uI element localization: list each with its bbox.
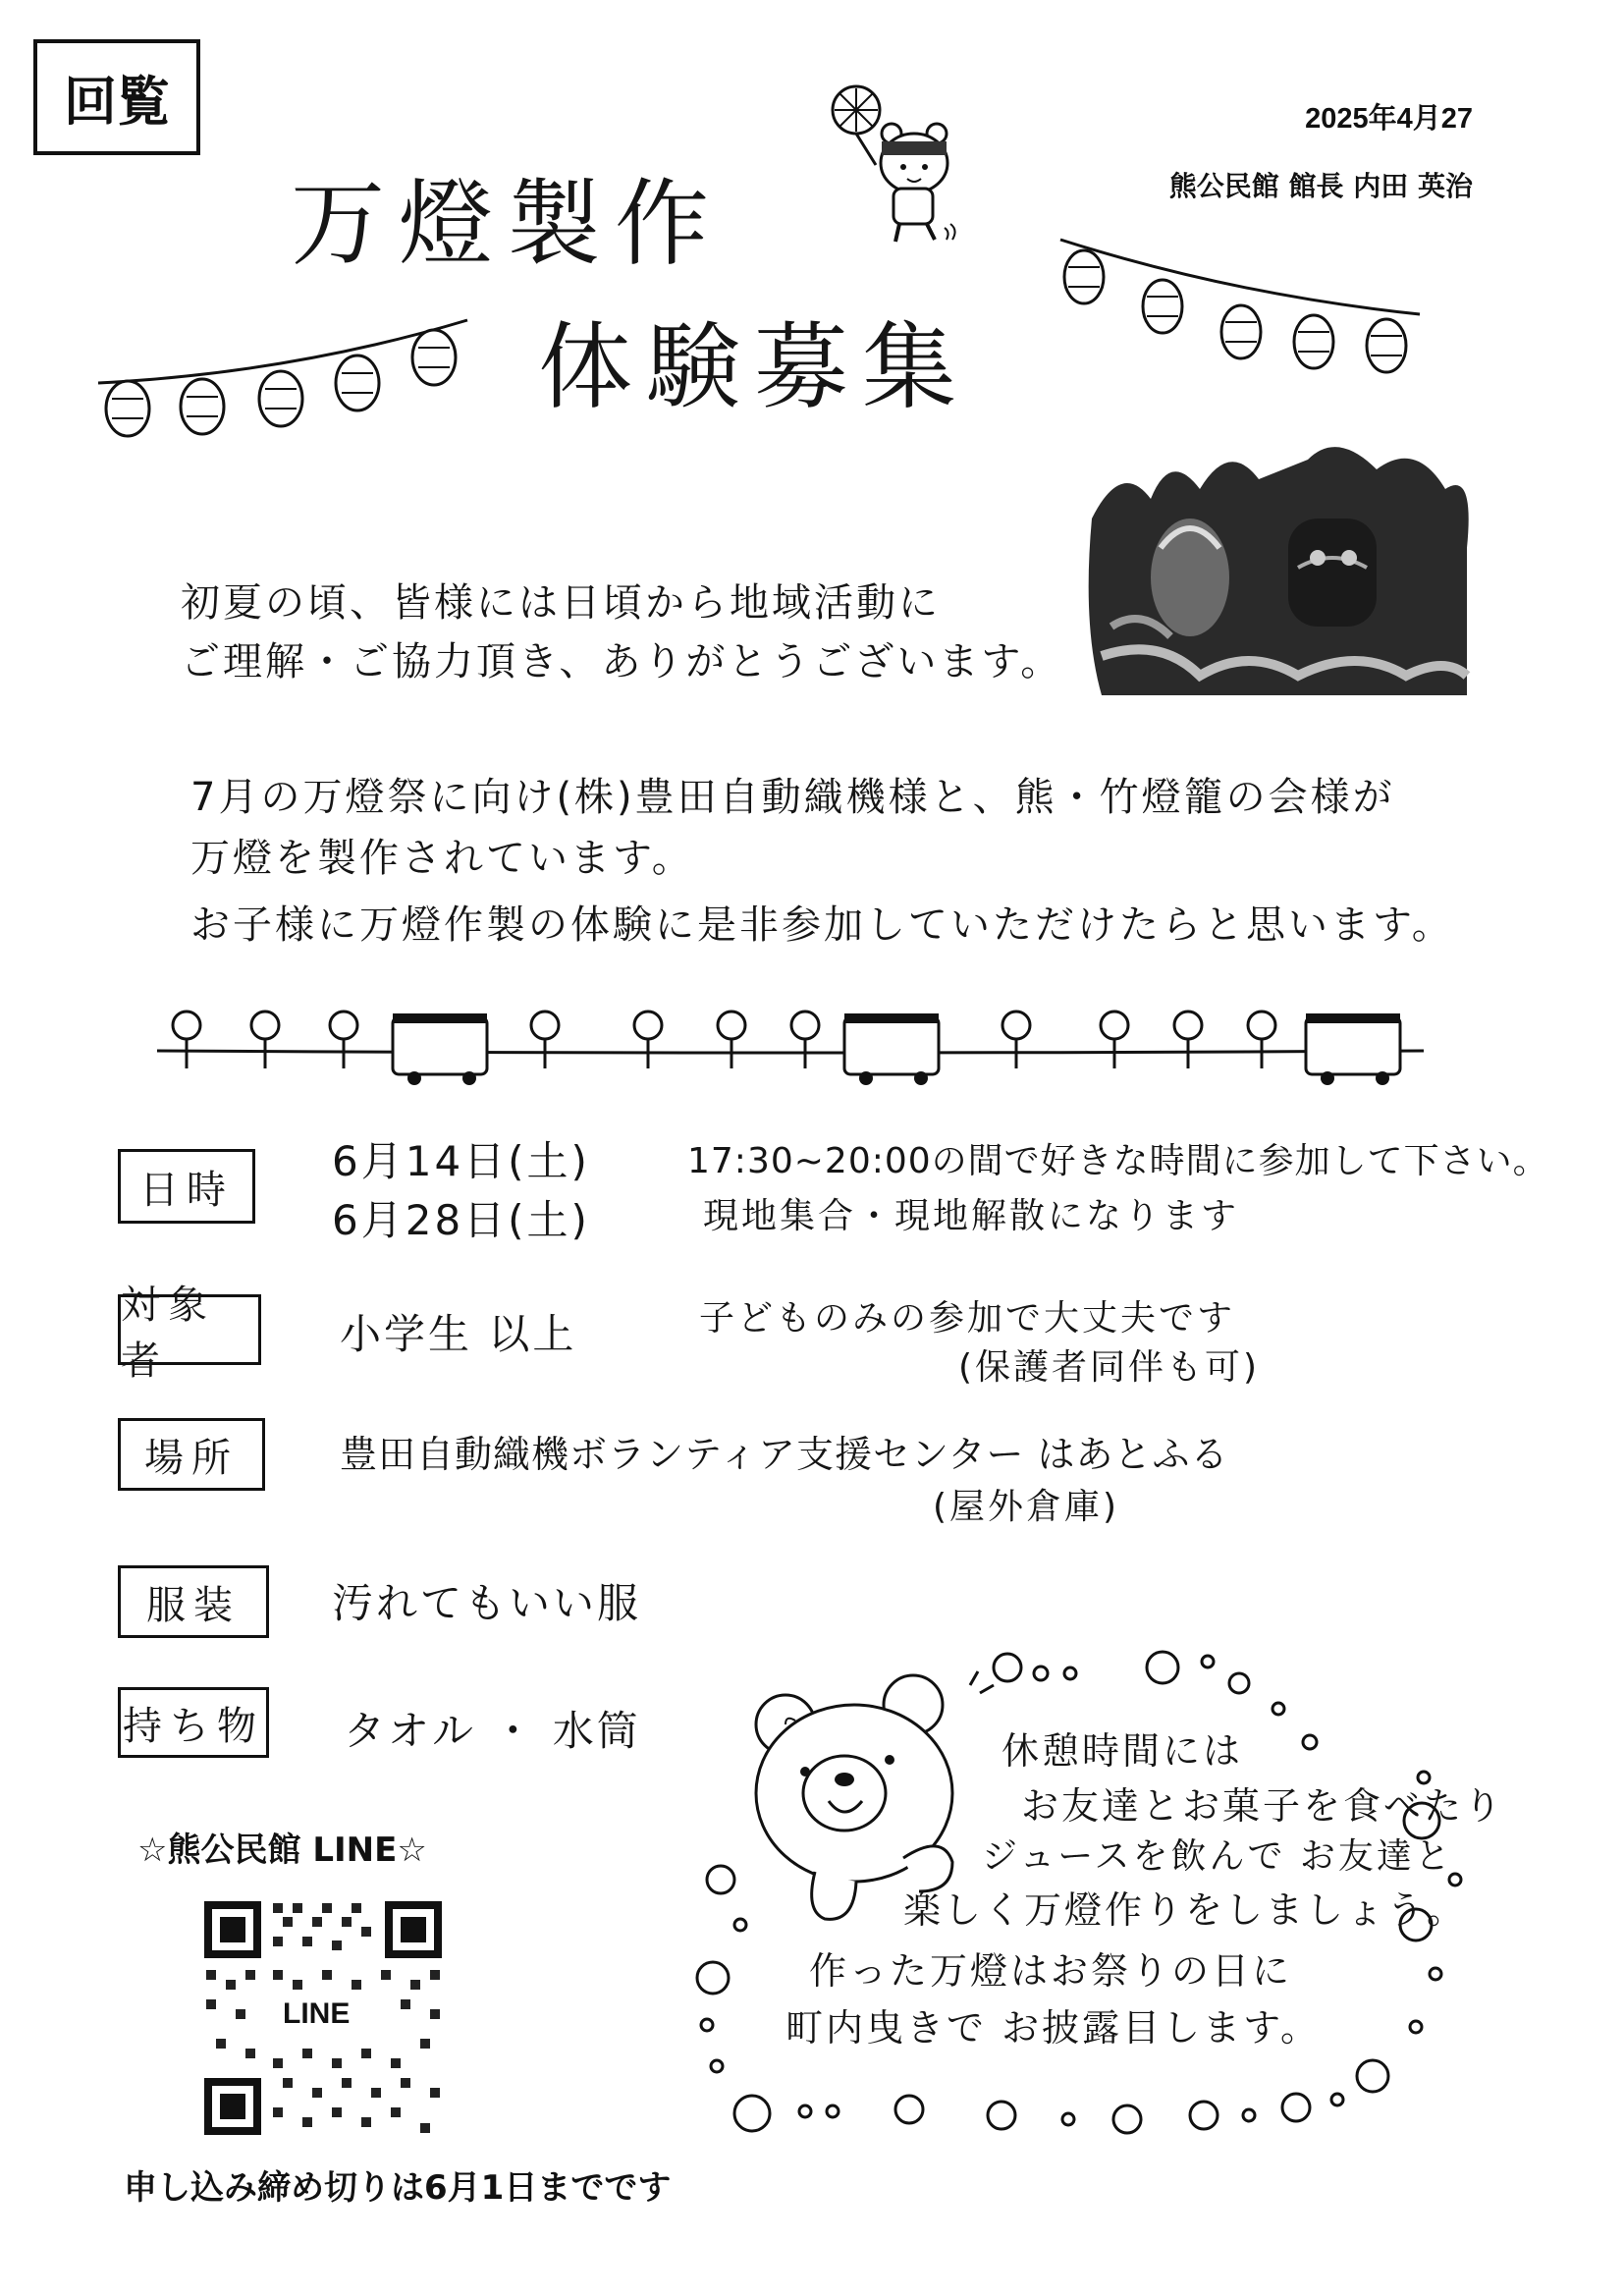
application-deadline: 申し込み締め切りは6月1日までです bbox=[124, 2168, 672, 2208]
circulate-stamp: 回覧 bbox=[33, 39, 200, 155]
bubble-line-3: ジュースを飲んで お友達と bbox=[982, 1836, 1453, 1877]
lantern-string-right bbox=[1056, 226, 1430, 383]
date-2: 6月28日(土) bbox=[332, 1196, 590, 1244]
intro-line-4: 万燈を製作されています。 bbox=[190, 836, 694, 881]
bubble-line-1: 休憩時間には bbox=[1001, 1729, 1244, 1773]
intro-line-2: ご理解・ご協力頂き、ありがとうございます。 bbox=[181, 639, 1063, 684]
issuer: 熊公民館 館長 内田 英治 bbox=[1168, 170, 1473, 202]
belongings-value: タオル ・ 水筒 bbox=[344, 1707, 641, 1755]
target-label: 対象者 bbox=[118, 1294, 261, 1365]
title-line-1: 万燈製作 bbox=[291, 169, 723, 279]
intro-line-1: 初夏の頃、皆様には日頃から地域活動に bbox=[181, 580, 941, 626]
date-1: 6月14日(土) bbox=[332, 1137, 590, 1185]
datetime-label: 日時 bbox=[118, 1149, 255, 1224]
intro-line-3: 7月の万燈祭に向け(株)豊田自動織機様と、熊・竹燈籠の会様が bbox=[190, 775, 1395, 820]
intro-line-5: お子様に万燈作製の体験に是非参加していただけたらと思います。 bbox=[190, 902, 1454, 948]
bubble-line-2: お友達とお菓子を食べたり bbox=[1021, 1784, 1505, 1828]
belongings-label: 持ち物 bbox=[118, 1687, 269, 1758]
place-note: (屋外倉庫) bbox=[933, 1487, 1120, 1527]
target-value: 小学生 以上 bbox=[340, 1310, 577, 1358]
target-note-2: (保護者同伴も可) bbox=[958, 1347, 1261, 1388]
datetime-note-2: 現地集合・現地解散になります bbox=[703, 1196, 1240, 1236]
place-label: 場所 bbox=[118, 1418, 265, 1491]
lantern-string-left bbox=[94, 304, 477, 452]
bear-with-fan-illustration bbox=[821, 82, 958, 249]
title-line-2: 体験募集 bbox=[538, 312, 970, 422]
bubble-line-5: 作った万燈はお祭りの日に bbox=[809, 1949, 1293, 1993]
datetime-note-1: 17:30~20:00の間で好きな時間に参加して下さい。 bbox=[687, 1141, 1549, 1181]
bubble-line-4: 楽しく万燈作りをしましょう。 bbox=[903, 1888, 1468, 1932]
bubble-line-6: 町内曳きで お披露目します。 bbox=[785, 2006, 1322, 2050]
qr-line-text: LINE bbox=[283, 1997, 351, 2030]
issue-date: 2025年4月27 bbox=[1305, 103, 1473, 135]
parade-illustration bbox=[157, 992, 1424, 1090]
clothing-value: 汚れてもいい服 bbox=[332, 1579, 642, 1627]
line-section-title: ☆熊公民館 LINE☆ bbox=[137, 1831, 427, 1870]
target-note-1: 子どものみの参加で大丈夫です bbox=[699, 1298, 1236, 1339]
manto-float-photo bbox=[1082, 430, 1475, 701]
place-value: 豊田自動織機ボランティア支援センター はあとふる bbox=[340, 1433, 1229, 1476]
clothing-label: 服装 bbox=[118, 1565, 269, 1638]
